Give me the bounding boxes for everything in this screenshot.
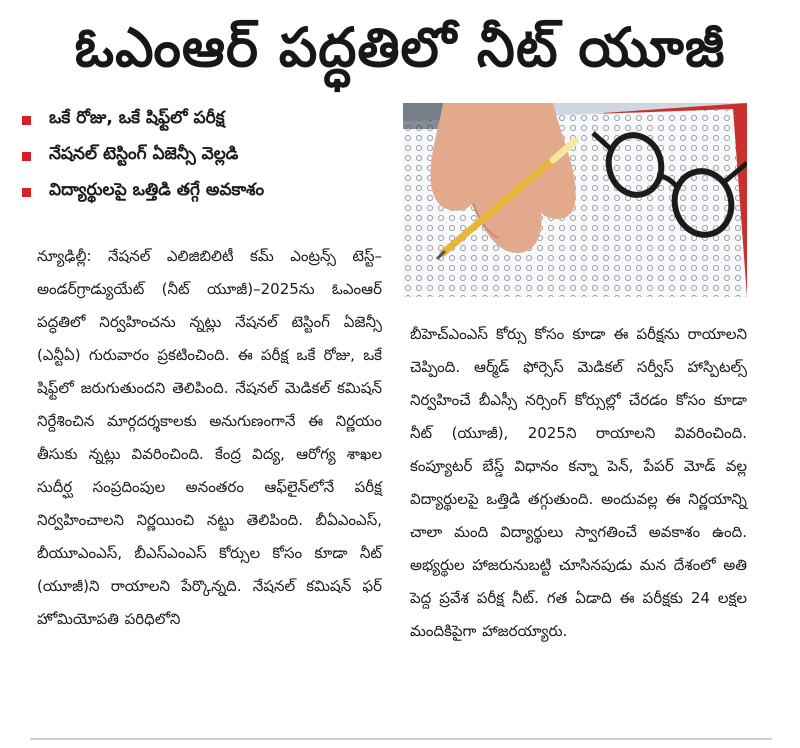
highlights-list bbox=[22, 102, 392, 210]
bottom-divider bbox=[30, 738, 772, 740]
highlight-text: విద్యార్థులపై ఒత్తిడి తగ్గే అవకాశం bbox=[49, 180, 265, 200]
headline: ఓఎంఆర్ పద్ధతిలో నీట్ యూజీ bbox=[74, 16, 726, 79]
article-body-left: న్యూఢిల్లీ: నేషనల్ ఎలిజిబిలిటీ కమ్ ఎంట్రన్స్ టెస్ట్–అండర్‌గ్రాడ్యుయేట్ (నీట్ యూజీ)–2025ను ఓఎంఆర్ పద్ధతిలో నిర్వహించను న్నట్లు నేషనల్ టెస్టింగ్ ఏజెన్సీ (ఎన్టీఏ) గురువారం ప్రకటించింది. ఈ పరీక్ష ఒకే రోజు, ఒకే షిఫ్ట్‌లో జరుగుతుందని తెలిపింది. నేషనల్ మెడికల్ కమిషన్ నిర్దేశించిన మార్గదర్శకాలకు అనుగుణంగానే ఈ నిర్ణయం తీసుకు న్నట్లు వివరించింది. కేంద్ర విద్య, ఆరోగ్య శాఖల సుదీర్ఘ సంప్రదింపుల అనంతరం ఆఫ్‌లైన్‌లోనే పరీక్ష నిర్వహించాలని నిర్ణయించి నట్టు తెలిపింది. బీఏఎంఎస్, బీయూఎంఎస్, బీఎస్ఎంఎస్ కోర్సుల కోసం కూడా నీట్ (యూజీ)ని రాయాలని పేర్కొన్నది. నేషనల్ కమిషన్ ఫర్ హోమియోపతి పరిధిలోని bbox=[37, 247, 382, 628]
highlight-item bbox=[22, 138, 392, 174]
article-right-column bbox=[410, 318, 747, 720]
highlight-text: ఒకే రోజు, ఒకే షిఫ్ట్‌లో పరీక్ష bbox=[49, 108, 225, 128]
red-square-bullet-icon bbox=[22, 116, 31, 125]
red-square-bullet-icon bbox=[22, 152, 31, 161]
article-body-right: బీహెచ్ఎంఎస్ కోర్సు కోసం కూడా ఈ పరీక్షను రాయాలని చెప్పింది. ఆర్మ్‌డ్ ఫోర్సెస్ మెడికల్ సర్వీస్ హాస్పిటల్స్ నిర్వహించే బీఎస్సీ నర్సింగ్ కోర్సుల్లో చేరడం కోసం కూడా నీట్ (యూజీ), 2025ని రాయాలని వివరించింది. కంప్యూటర్ బేస్డ్ విధానం కన్నా పెన్, పేపర్ మోడ్ వల్ల విద్యార్థులపై ఒత్తిడి తగ్గుతుంది. అందువల్ల ఈ నిర్ణయాన్ని చాలా మంది విద్యార్థులు స్వాగతించే అవకాశం ఉంది. అభ్యర్థుల హాజరునుబట్టి చూసినపుడు మన దేశంలో అతి పెద్ద ప్రవేశ పరీక్ష నీట్. గత ఏడాది ఈ పరీక్షకు 24 లక్షల మందికిపైగా హాజరయ్యారు. bbox=[410, 325, 747, 640]
highlight-text: నేషనల్ టెస్టింగ్ ఏజెన్సీ వెల్లడి bbox=[49, 144, 239, 164]
article-left-column bbox=[37, 240, 382, 720]
exam-omr-sheet-photo bbox=[403, 103, 747, 297]
highlight-item bbox=[22, 174, 392, 210]
highlight-item bbox=[22, 102, 392, 138]
red-square-bullet-icon bbox=[22, 188, 31, 197]
